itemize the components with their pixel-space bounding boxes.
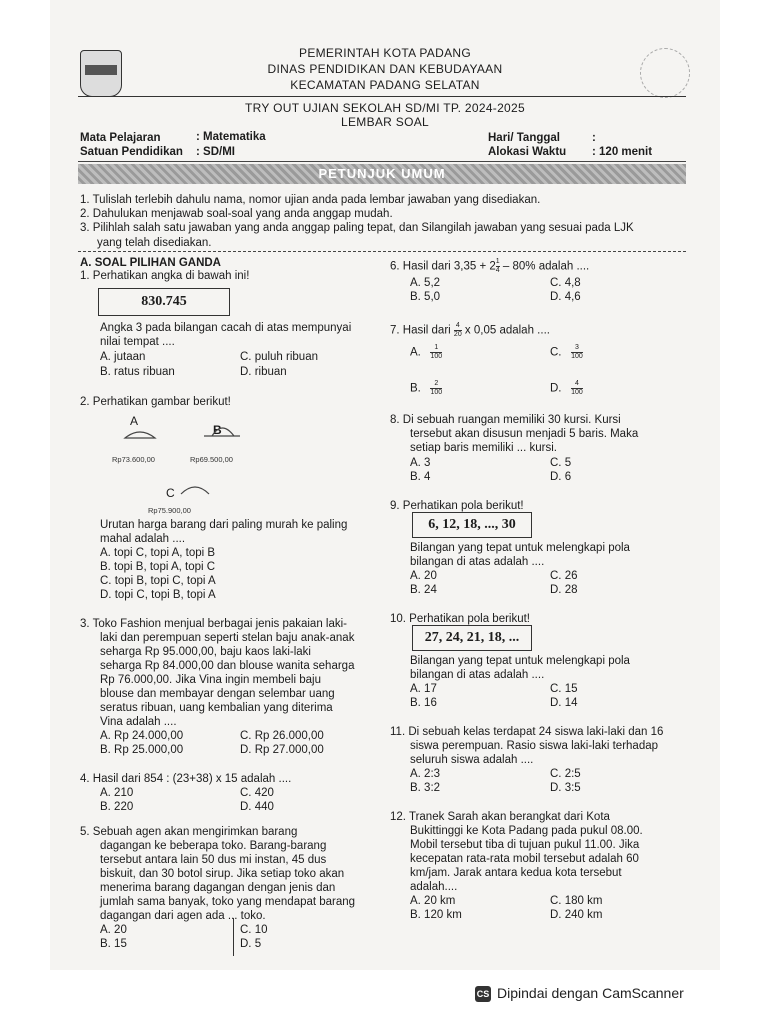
q5-option-b: B. 15 — [100, 938, 127, 950]
q1-option-d: D. ribuan — [240, 366, 287, 378]
q12-line-5: km/jam. Jarak antara kedua kota tersebut — [410, 867, 622, 879]
q5-line-1: 5. Sebuah agen akan mengirimkan barang — [80, 826, 298, 838]
q6-stem: 6. Hasil dari 3,35 + 2 $\frac{1}{4}$ – 80% adalah .... — [390, 258, 590, 274]
instructions-banner: PETUNJUK UMUM — [78, 164, 686, 184]
q10-option-b: B. 16 — [410, 697, 437, 709]
q2-option-b: B. topi B, topi A, topi C — [100, 561, 216, 573]
q10-pattern-box: 27, 24, 21, 18, ... — [412, 625, 532, 651]
q1-option-a: A. jutaan — [100, 351, 146, 363]
q1-option-b: B. ratus ribuan — [100, 366, 175, 378]
hat-c-icon — [178, 480, 212, 498]
q6-option-d: D. 4,6 — [550, 291, 581, 303]
unit-label: Satuan Pendidikan — [80, 146, 183, 158]
q2-label-a: A — [130, 414, 139, 428]
q2-option-d: D. topi C, topi B, topi A — [100, 589, 216, 601]
instruction-1: 1. Tulislah terlebih dahulu nama, nomor ujian anda pada lembar jawaban yang disediakan. — [80, 194, 541, 206]
subject-label: Mata Pelajaran — [80, 132, 161, 144]
q12-line-3: Mobil tersebut tiba di tujuan pukul 11.00. Jika — [410, 839, 640, 851]
q11-option-c: C. 2:5 — [550, 768, 581, 780]
day-label: Hari/ Tanggal — [488, 132, 560, 144]
exam-title: TRY OUT UJIAN SEKOLAH SD/MI TP. 2024-2025 — [245, 101, 525, 115]
q1-text-2: nilai tempat .... — [100, 336, 175, 348]
q5-line-3: tersebut antara lain 50 dus mi instan, 45 dus — [100, 854, 327, 866]
instruction-2: 2. Dahulukan menjawab soal-soal yang anda anggap mudah. — [80, 208, 393, 220]
exam-sheet — [50, 0, 720, 970]
q11-line-1: 11. Di sebuah kelas terdapat 24 siswa laki-laki dan 16 — [390, 726, 664, 738]
q9-pattern-box: 6, 12, 18, ..., 30 — [412, 512, 532, 538]
instructions-divider — [78, 251, 686, 252]
q12-option-a: A. 20 km — [410, 895, 456, 907]
q9-option-a: A. 20 — [410, 570, 437, 582]
subject-value: : Matematika — [196, 131, 266, 143]
watermark-text: Dipindai dengan CamScanner — [497, 985, 684, 1001]
q3-line-4: seharga Rp 84.000,00 dan blouse wanita seharga — [100, 660, 355, 672]
q10-option-c: C. 15 — [550, 683, 578, 695]
q9-option-d: D. 28 — [550, 584, 578, 596]
q9-option-b: B. 24 — [410, 584, 437, 596]
unit-value: : SD/MI — [196, 146, 235, 158]
header-line-1: PEMERINTAH KOTA PADANG — [299, 46, 471, 60]
q12-option-b: B. 120 km — [410, 909, 462, 921]
q3-option-d: D. Rp 27.000,00 — [240, 744, 324, 756]
q1-text-1: Angka 3 pada bilangan cacah di atas mempunyai — [100, 322, 352, 334]
q2-text-2: mahal adalah .... — [100, 533, 186, 545]
q8-option-b: B. 4 — [410, 471, 431, 483]
q2-price-a: Rp73.600,00 — [112, 455, 155, 464]
time-value: : 120 menit — [592, 146, 653, 158]
q12-line-1: 12. Tranek Sarah akan berangkat dari Kota — [390, 811, 610, 823]
q8-option-c: C. 5 — [550, 457, 572, 469]
q2-price-c: Rp75.900,00 — [148, 506, 191, 515]
q4-option-a: A. 210 — [100, 787, 134, 799]
q1-stem: 1. Perhatikan angka di bawah ini! — [80, 270, 250, 282]
q3-line-3: seharga Rp 95.000,00, baju kaos laki-laki — [100, 646, 311, 658]
q10-stem: 10. Perhatikan pola berikut! — [390, 613, 531, 625]
q12-option-d: D. 240 km — [550, 909, 603, 921]
q7-stem: 7. Hasil dari $\frac{4}{20}$ x 0,05 adalah .... — [390, 322, 550, 338]
q9-text-2: bilangan di atas adalah .... — [410, 556, 545, 568]
q3-line-6: blouse dan membayar dengan selembar uang — [100, 688, 335, 700]
q8-line-1: 8. Di sebuah ruangan memiliki 30 kursi. Kursi — [390, 414, 621, 426]
hat-a-icon — [120, 426, 160, 442]
day-value: : — [592, 132, 596, 144]
meta-divider — [78, 161, 686, 162]
section-title: A. SOAL PILIHAN GANDA — [80, 257, 221, 269]
q10-option-d: D. 14 — [550, 697, 578, 709]
q5-line-5: menerima barang dagangan dengan jenis dan — [100, 882, 336, 894]
q7-option-c: C. $\frac{3}{100}$ — [550, 344, 583, 360]
q3-option-b: B. Rp 25.000,00 — [100, 744, 184, 756]
q6-option-c: C. 4,8 — [550, 277, 581, 289]
q8-option-a: A. 3 — [410, 457, 431, 469]
q3-line-5: Rp 76.000,00. Jika Vina ingin membeli baju — [100, 674, 321, 686]
q10-text-2: bilangan di atas adalah .... — [410, 669, 545, 681]
q11-option-a: A. 2:3 — [410, 768, 441, 780]
q9-text-1: Bilangan yang tepat untuk melengkapi pola — [410, 542, 630, 554]
q10-option-a: A. 17 — [410, 683, 437, 695]
q3-option-a: A. Rp 24.000,00 — [100, 730, 184, 742]
q10-text-1: Bilangan yang tepat untuk melengkapi pola — [410, 655, 630, 667]
q12-option-c: C. 180 km — [550, 895, 603, 907]
q11-option-b: B. 3:2 — [410, 782, 441, 794]
instruction-3-cont: yang telah disediakan. — [97, 237, 212, 249]
q11-line-3: seluruh siswa adalah .... — [410, 754, 534, 766]
q5-line-6: jumlah sama banyak, toko yang mendapat barang — [100, 896, 356, 908]
q9-stem: 9. Perhatikan pola berikut! — [390, 500, 524, 512]
q12-line-2: Bukittinggi ke Kota Padang pada pukul 08.00. — [410, 825, 643, 837]
q1-number-box: 830.745 — [98, 288, 230, 316]
header-line-2: DINAS PENDIDIKAN DAN KEBUDAYAAN — [267, 62, 503, 76]
q7-option-a: A. $\frac{1}{100}$ — [410, 344, 443, 360]
q8-option-d: D. 6 — [550, 471, 572, 483]
q11-line-2: siswa perempuan. Rasio siswa laki-laki terhadap — [410, 740, 659, 752]
q3-line-8: Vina adalah .... — [100, 716, 177, 728]
q1-option-c: C. puluh ribuan — [240, 351, 318, 363]
q6-option-b: B. 5,0 — [410, 291, 441, 303]
camscanner-watermark — [475, 985, 684, 1002]
q12-line-6: adalah.... — [410, 881, 458, 893]
pen-mark — [233, 918, 234, 956]
q2-option-c: C. topi B, topi C, topi A — [100, 575, 216, 587]
q4-stem: 4. Hasil dari 854 : (23+38) x 15 adalah .... — [80, 773, 292, 785]
q5-option-a: A. 20 — [100, 924, 127, 936]
q5-option-c: C. 10 — [240, 924, 268, 936]
q5-line-2: dagangan ke beberapa toko. Barang-barang — [100, 840, 327, 852]
hat-b-icon — [200, 418, 245, 440]
q2-stem: 2. Perhatikan gambar berikut! — [80, 396, 231, 408]
q8-line-3: setiap baris memiliki ... kursi. — [410, 442, 557, 454]
q2-price-b: Rp69.500,00 — [190, 455, 233, 464]
header-line-3: KECAMATAN PADANG SELATAN — [290, 78, 480, 92]
q5-line-7: dagangan dari agen ada ... toko. — [100, 910, 266, 922]
q12-line-4: kecepatan rata-rata mobil tersebut adalah 60 — [410, 853, 639, 865]
q6-option-a: A. 5,2 — [410, 277, 441, 289]
q3-line-1: 3. Toko Fashion menjual berbagai jenis pakaian laki- — [80, 618, 348, 630]
q4-option-c: C. 420 — [240, 787, 274, 799]
sheet-title: LEMBAR SOAL — [341, 115, 429, 129]
q2-label-c: C — [166, 486, 175, 500]
q4-option-b: B. 220 — [100, 801, 134, 813]
instruction-3: 3. Pilihlah salah satu jawaban yang anda anggap paling tepat, dan Silangilah jawaban yang sesuai pada LJK — [80, 222, 634, 234]
header-divider — [78, 96, 686, 97]
camscanner-logo-icon: CS — [475, 986, 491, 1002]
q7-option-d: D. $\frac{4}{100}$ — [550, 380, 583, 396]
q2-label-b: B — [213, 423, 222, 437]
q3-option-c: C. Rp 26.000,00 — [240, 730, 324, 742]
q7-option-b: B. $\frac{2}{100}$ — [410, 380, 443, 396]
q3-line-2: laki dan perempuan seperti stelan baju anak-anak — [100, 632, 355, 644]
time-label: Alokasi Waktu — [488, 146, 567, 158]
q5-line-4: biskuit, dan 30 botol sirup. Jika setiap toko akan — [100, 868, 345, 880]
q11-option-d: D. 3:5 — [550, 782, 581, 794]
q8-line-2: tersebut akan disusun menjadi 5 baris. Maka — [410, 428, 639, 440]
q2-option-a: A. topi C, topi A, topi B — [100, 547, 216, 559]
q2-text-1: Urutan harga barang dari paling murah ke paling — [100, 519, 348, 531]
q9-option-c: C. 26 — [550, 570, 578, 582]
q3-line-7: seratus ribuan, uang kembalian yang diterima — [100, 702, 333, 714]
q4-option-d: D. 440 — [240, 801, 274, 813]
q5-option-d: D. 5 — [240, 938, 262, 950]
